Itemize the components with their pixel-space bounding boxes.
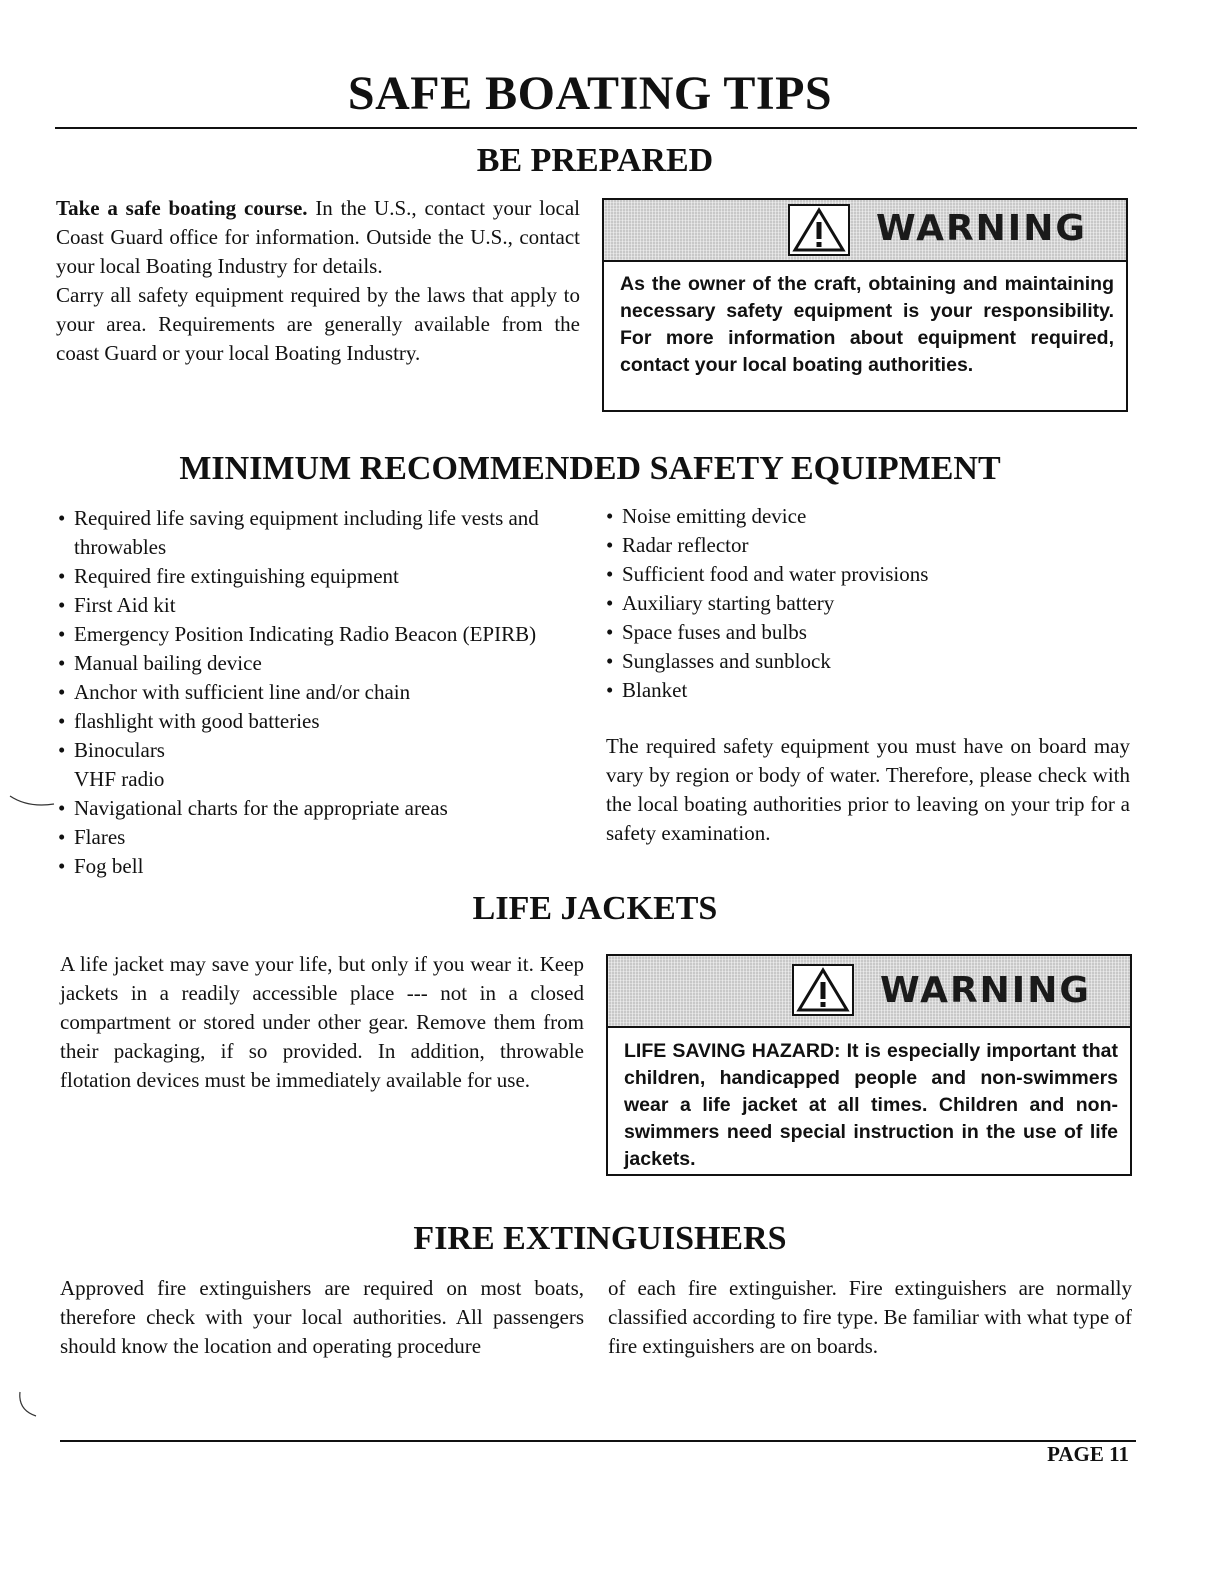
header-rule <box>55 127 1137 129</box>
course-text: In the U.S., contact your local Coast Guard office for information. Outside the U.S., contact your local Boating Industry for details. <box>56 196 580 278</box>
warning-text: LIFE SAVING HAZARD: It is especially important that children, handicapped people and non-swimmers wear a life jacket at all times. Children and non-swimmers need special instruction in the use of life jackets. <box>624 1040 1118 1170</box>
list-item: • Sunglasses and sunblock <box>606 647 1126 676</box>
warning-label: WARNING <box>880 970 1091 1011</box>
footer-rule <box>60 1440 1136 1442</box>
list-item: • Space fuses and bulbs <box>606 618 1126 647</box>
list-item: • First Aid kit <box>58 591 598 620</box>
warning-box-life-saving <box>606 954 1132 1176</box>
equipment-list-left <box>58 504 598 881</box>
be-prepared-text <box>56 194 580 368</box>
list-item: • flashlight with good batteries <box>58 707 598 736</box>
warning-text: As the owner of the craft, obtaining and maintaining necessary safety equipment is your responsibility. For more information about equipment required, contact your local boating authorities. <box>620 273 1114 376</box>
list-item: • Anchor with sufficient line and/or chain <box>58 678 598 707</box>
margin-mark <box>8 792 58 812</box>
list-item: • Required fire extinguishing equipment <box>58 562 598 591</box>
list-item: • Fog bell <box>58 852 598 881</box>
page-number: PAGE 11 <box>1047 1442 1129 1466</box>
fire-text-col1: Approved fire extinguishers are required on most boats, therefore check with your local authorities. All passengers should know the location and operating procedure <box>60 1276 584 1358</box>
list-item: • Noise emitting device <box>606 502 1126 531</box>
warning-triangle-icon <box>792 964 854 1016</box>
margin-mark <box>6 1390 46 1420</box>
list-item: • Navigational charts for the appropriate areas <box>58 794 598 823</box>
warning-box-ownership <box>602 198 1128 412</box>
list-item: • Manual bailing device <box>58 649 598 678</box>
page-title: SAFE BOATING TIPS <box>347 67 833 120</box>
life-jackets-text: A life jacket may save your life, but only if you wear it. Keep jackets in a readily accessible place --- not in a closed compartment or stored under other gear. Remove them from their packaging, if so provided. In addition, throwable flotation devices must be immediately available for use. <box>60 952 584 1092</box>
list-item: • Emergency Position Indicating Radio Beacon (EPIRB) <box>58 620 598 649</box>
life-jackets-heading: LIFE JACKETS <box>472 890 718 927</box>
warning-triangle-icon <box>788 204 850 256</box>
warning-header <box>608 956 1130 1028</box>
course-lead: Take a safe boating course. <box>56 196 308 220</box>
equipment-note: The required safety equipment you must have on board may vary by region or body of water. Therefore, please check with the local boating authorities prior to leaving on your trip for a safety examination. <box>606 734 1130 845</box>
equipment-list-right <box>606 502 1126 705</box>
list-item: VHF radio <box>74 767 165 791</box>
be-prepared-heading: BE PREPARED <box>476 142 714 179</box>
list-item: • Radar reflector <box>606 531 1126 560</box>
fire-text-col2: of each fire extinguisher. Fire extinguishers are normally classified according to fire type. Be familiar with what type of fire extinguishers are on boards. <box>608 1276 1132 1358</box>
list-item: • Required life saving equipment including life vests and throwables <box>58 504 598 562</box>
list-item: • Binoculars <box>58 736 598 765</box>
warning-header <box>604 200 1126 262</box>
list-item: • Flares <box>58 823 598 852</box>
equipment-heading: MINIMUM RECOMMENDED SAFETY EQUIPMENT <box>179 450 1001 487</box>
warning-label: WARNING <box>876 208 1087 249</box>
equipment-law-paragraph: Carry all safety equipment required by the laws that apply to your area. Requirements are generally available from the coast Guard or your local Boating Industry. <box>56 283 580 365</box>
list-item: • Auxiliary starting battery <box>606 589 1126 618</box>
list-item: • Blanket <box>606 676 1126 705</box>
course-paragraph <box>56 194 580 281</box>
list-item: • Sufficient food and water provisions <box>606 560 1126 589</box>
fire-heading: FIRE EXTINGUISHERS <box>413 1220 787 1257</box>
